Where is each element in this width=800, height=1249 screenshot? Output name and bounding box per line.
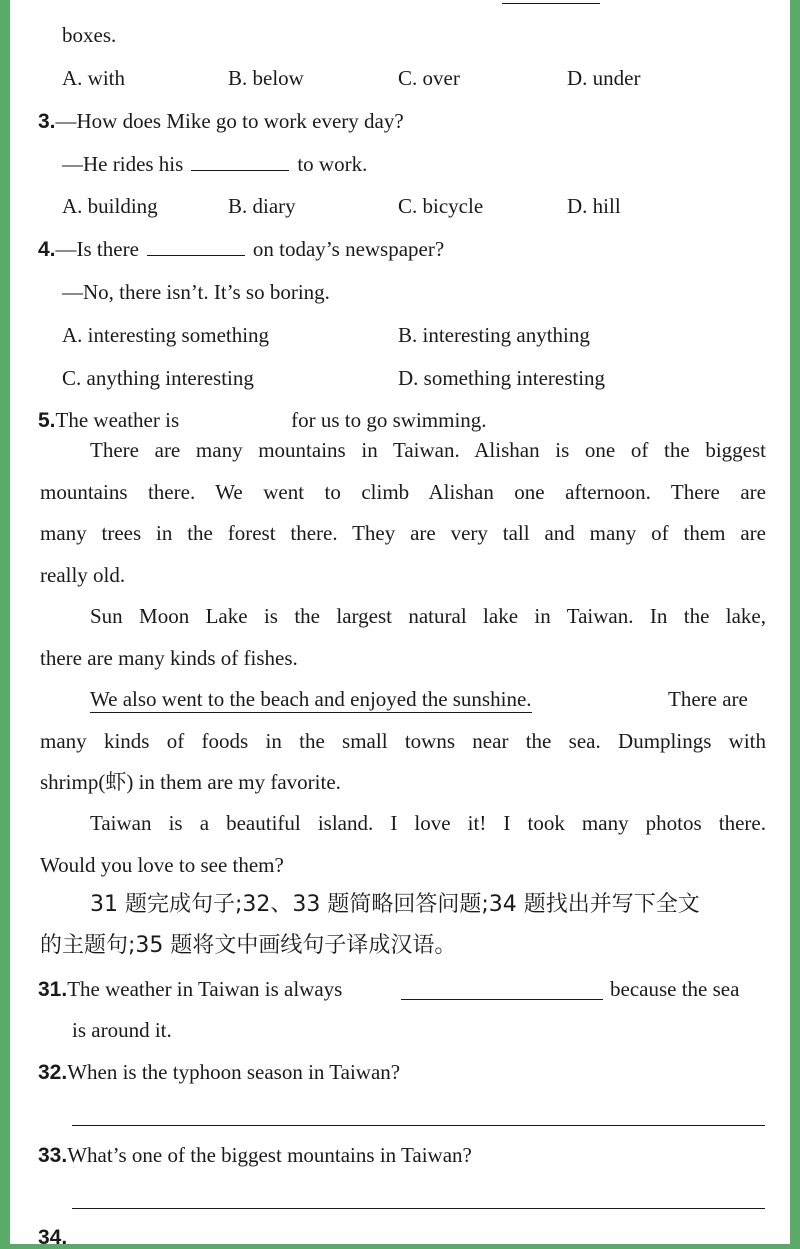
passage-line: really old.	[40, 563, 126, 587]
instructions-line: 的主题句;35 题将文中画线句子译成汉语。	[40, 933, 457, 958]
q2-option-b: B. below	[228, 66, 304, 90]
q3-option-d: D. hill	[567, 194, 621, 218]
question-number: 31.	[38, 978, 68, 1001]
q4-reply: —No, there isn’t. It’s so boring.	[62, 280, 330, 304]
answer-line[interactable]	[72, 1125, 765, 1126]
reading-section	[10, 420, 790, 1249]
question-text: What’s one of the biggest mountains in Taiwan?	[67, 1143, 472, 1167]
answer-blank	[191, 169, 289, 171]
q2-option-a: A. with	[62, 66, 125, 90]
underlined-sentence: We also went to the beach and enjoyed the sunshine.	[90, 687, 532, 711]
question-text: The weather in Taiwan is always	[67, 977, 343, 1001]
question-text: The weather is	[55, 408, 180, 432]
question-text: for us to go swimming.	[291, 408, 487, 432]
question-number: 33.	[38, 1144, 68, 1167]
q3-answer-line	[62, 154, 367, 175]
passage-line: Would you love to see them?	[40, 853, 284, 877]
question-number: 3.	[38, 110, 56, 133]
q2-option-c: C. over	[398, 66, 460, 90]
question-32	[38, 1062, 400, 1083]
question-4	[38, 239, 444, 260]
multiple-choice-section	[10, 0, 790, 432]
q3-option-c: C. bicycle	[398, 194, 484, 218]
q2-option-d: D. under	[567, 66, 641, 90]
passage-line: mountains there. We went to climb Alishan one afternoon. There are	[40, 480, 766, 504]
question-31	[38, 979, 342, 1000]
passage-line: many trees in the forest there. They are very tall and many of them are	[40, 521, 766, 545]
question-text: —How does Mike go to work every day?	[55, 109, 404, 133]
passage-line: shrimp(虾) in them are my favorite.	[40, 770, 341, 794]
answer-blank	[147, 254, 245, 256]
question-text: because the sea	[610, 977, 740, 1001]
question-34	[38, 1227, 67, 1248]
passage-line: Sun Moon Lake is the largest natural lake in Taiwan. In the lake,	[90, 604, 766, 628]
passage-line: There are many mountains in Taiwan. Alishan is one of the biggest	[90, 438, 766, 462]
question-number: 34.	[38, 1226, 68, 1249]
question-text: When is the typhoon season in Taiwan?	[67, 1060, 401, 1084]
q3-option-b: B. diary	[228, 194, 296, 218]
q4-option-b: B. interesting anything	[398, 323, 590, 347]
question-33	[38, 1145, 472, 1166]
answer-line[interactable]	[72, 1208, 765, 1209]
passage-line: Taiwan is a beautiful island. I love it! I took many photos there.	[90, 811, 766, 835]
instructions-line: 31 题完成句子;32、33 题简略回答问题;34 题找出并写下全文	[90, 892, 700, 917]
question-3	[38, 111, 404, 132]
answer-blank	[401, 998, 603, 1000]
question-number: 4.	[38, 238, 56, 261]
question-text: is around it.	[72, 1018, 172, 1042]
question-number: 5.	[38, 409, 56, 432]
passage-line: There are	[668, 687, 748, 711]
line-text: —He rides his	[62, 152, 184, 176]
answer-blank	[502, 2, 600, 4]
q3-option-a: A. building	[62, 194, 158, 218]
passage-line: many kinds of foods in the small towns near the sea. Dumplings with	[40, 729, 766, 753]
passage-line: there are many kinds of fishes.	[40, 646, 298, 670]
question-text: —Is there	[55, 237, 139, 261]
question-number: 32.	[38, 1061, 68, 1084]
q4-option-c: C. anything interesting	[62, 366, 254, 390]
q2-line2: boxes.	[62, 23, 117, 47]
q4-option-d: D. something interesting	[398, 366, 606, 390]
q4-option-a: A. interesting something	[62, 323, 270, 347]
worksheet-page	[10, 0, 790, 1249]
line-text: to work.	[297, 152, 368, 176]
question-text: on today’s newspaper?	[252, 237, 445, 261]
